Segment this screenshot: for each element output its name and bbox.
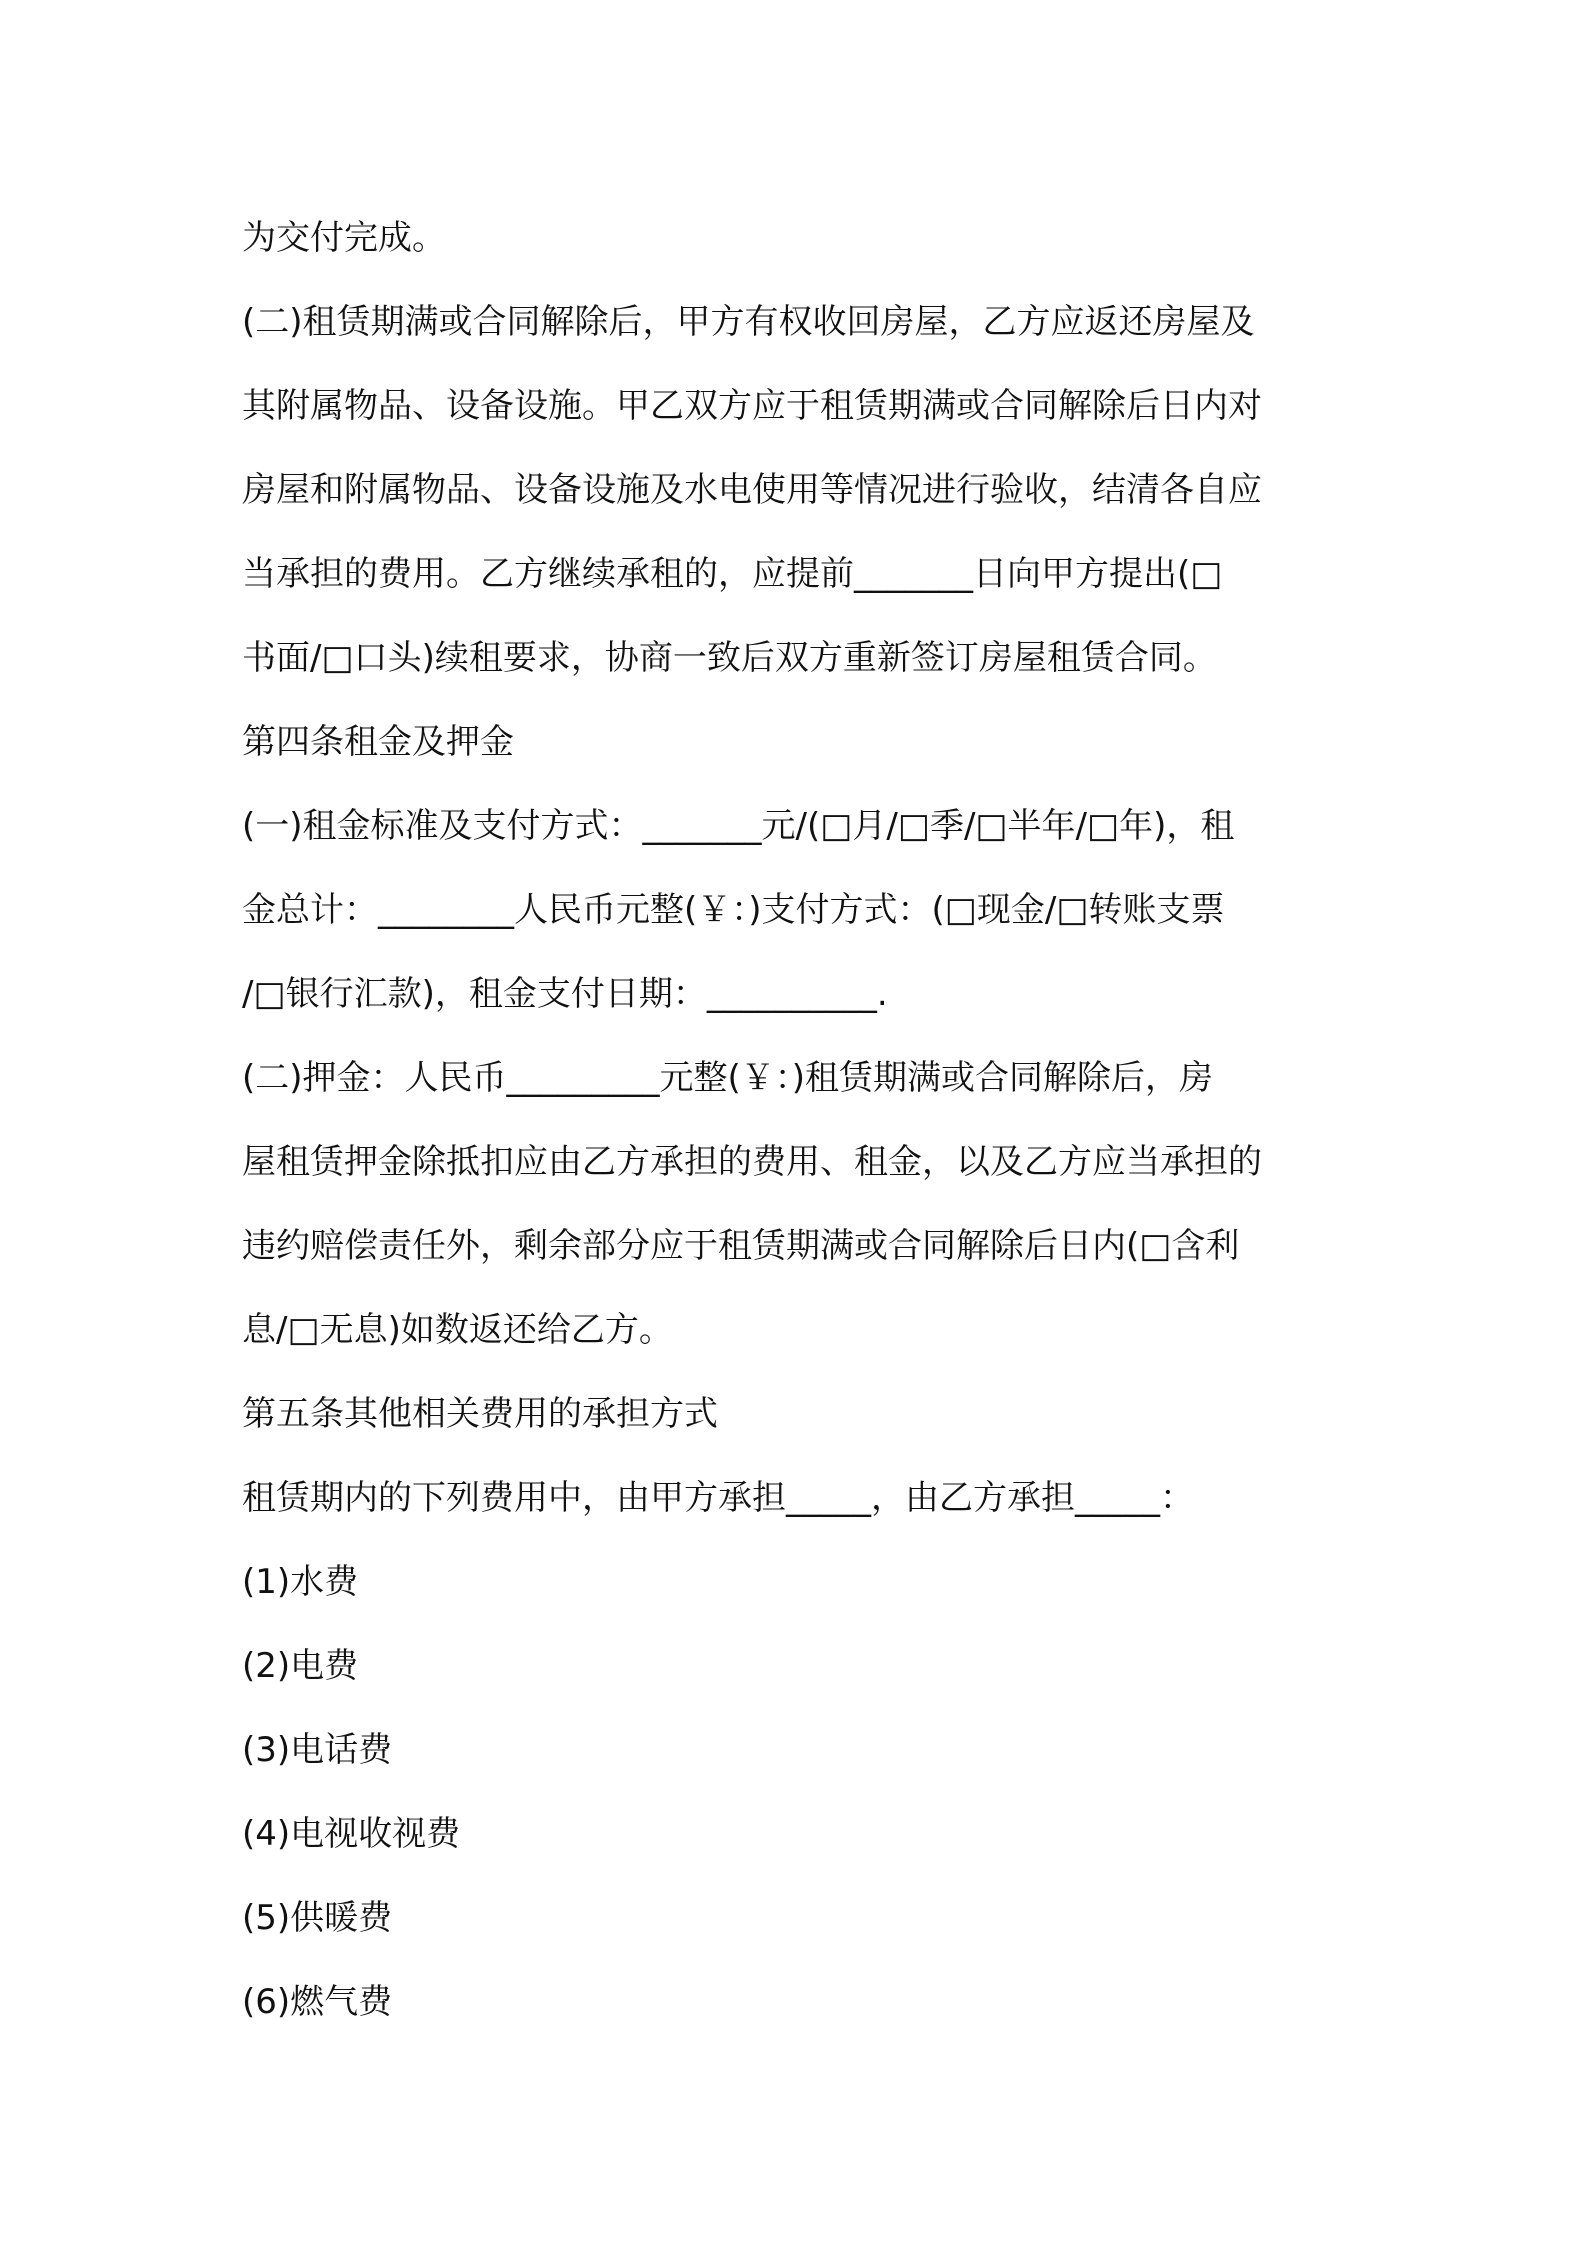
list-item: (2)电费 xyxy=(242,1646,359,1686)
text-line: 息/□无息)如数返还给乙方。 xyxy=(242,1310,673,1350)
text-line: 房屋和附属物品、设备设施及水电使用等情况进行验收，结清各自应 xyxy=(242,470,1262,510)
text-line: 违约赔偿责任外，剩余部分应于租赁期满或合同解除后日内(□含利 xyxy=(242,1226,1240,1266)
list-item: (6)燃气费 xyxy=(242,1982,393,2022)
text-line: 其附属物品、设备设施。甲乙双方应于租赁期满或合同解除后日内对 xyxy=(242,386,1262,426)
text-line: (二)租赁期满或合同解除后，甲方有权收回房屋，乙方应返还房屋及 xyxy=(242,302,1255,342)
text-line: 租赁期内的下列费用中，由甲方承担_____，由乙方承担_____： xyxy=(242,1478,1194,1518)
section-heading: 第四条租金及押金 xyxy=(242,722,514,762)
text-line: 金总计：________人民币元整(￥：)支付方式：(□现金/□转账支票 xyxy=(242,890,1225,930)
section-heading: 第五条其他相关费用的承担方式 xyxy=(242,1394,718,1434)
text-line: 为交付完成。 xyxy=(242,218,446,258)
document-page xyxy=(242,196,1362,2044)
text-line: 书面/□口头)续租要求，协商一致后双方重新签订房屋租赁合同。 xyxy=(242,638,1217,678)
list-item: (3)电话费 xyxy=(242,1730,393,1770)
list-item: (4)电视收视费 xyxy=(242,1814,461,1854)
text-line: (二)押金：人民币_________元整(￥：)租赁期满或合同解除后，房 xyxy=(242,1058,1214,1098)
text-line: 当承担的费用。乙方继续承租的，应提前_______日向甲方提出(□ xyxy=(242,554,1223,594)
list-item: (1)水费 xyxy=(242,1562,359,1602)
text-line: (一)租金标准及支付方式：_______元/(□月/□季/□半年/□年)，租 xyxy=(242,806,1235,846)
text-line: /□银行汇款)，租金支付日期：__________. xyxy=(242,974,888,1014)
list-item: (5)供暖费 xyxy=(242,1898,393,1938)
text-line: 屋租赁押金除抵扣应由乙方承担的费用、租金，以及乙方应当承担的 xyxy=(242,1142,1262,1182)
